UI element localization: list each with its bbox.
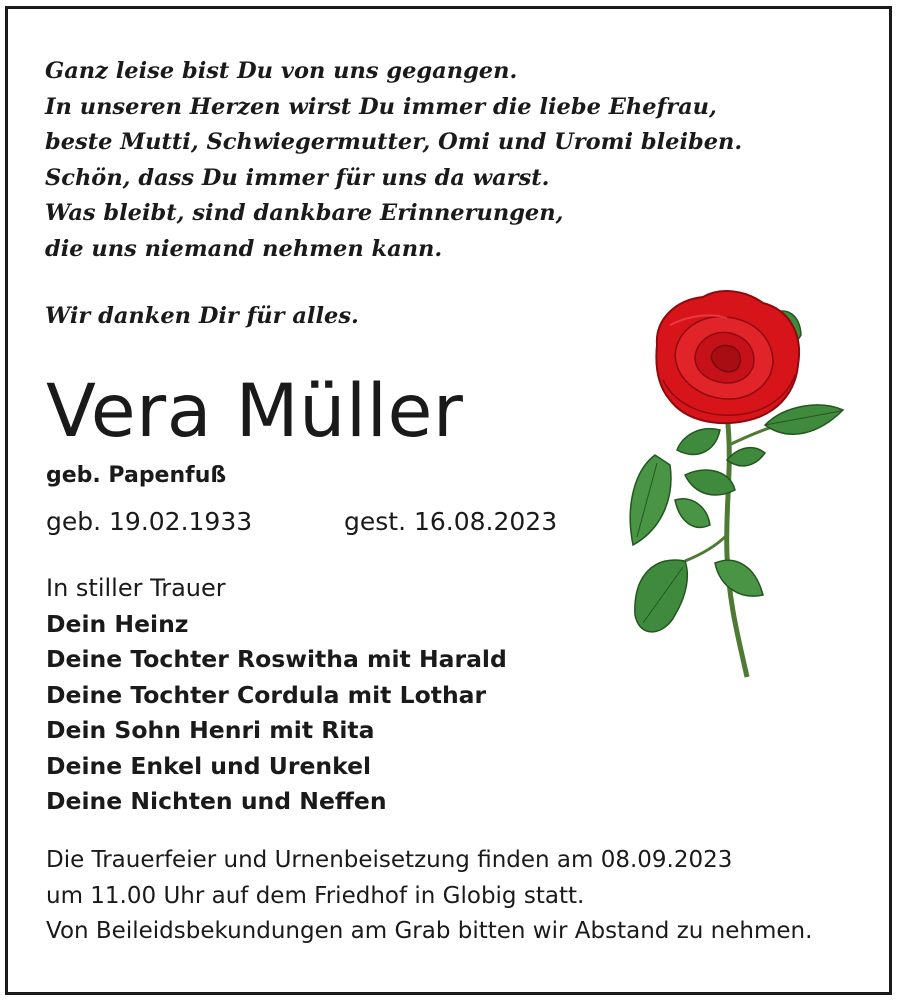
- funeral-notice: [46, 843, 812, 950]
- mourning-intro: In stiller Trauer: [46, 574, 226, 602]
- funeral-line: Von Beileidsbekundungen am Grab bitten wir Abstand zu nehmen.: [46, 918, 813, 944]
- maiden-name: geb. Papenfuß: [46, 463, 227, 488]
- mourner: Deine Tochter Cordula mit Lothar: [46, 680, 487, 709]
- mourner: Dein Heinz: [46, 609, 189, 638]
- mourners-list: [46, 571, 507, 820]
- poem: [45, 54, 742, 267]
- funeral-line: um 11.00 Uhr auf dem Friedhof in Globig statt.: [46, 882, 585, 909]
- mourner: Deine Tochter Roswitha mit Harald: [46, 645, 507, 673]
- mourner: Deine Nichten und Neffen: [46, 787, 387, 815]
- poem-line: In unseren Herzen wirst Du immer die liebe Ehefrau,: [45, 93, 717, 120]
- death-date: gest. 16.08.2023: [344, 507, 558, 536]
- mourner: Dein Sohn Henri mit Rita: [46, 716, 375, 744]
- red-rose-icon: [615, 285, 860, 685]
- deceased-name: Vera Müller: [46, 369, 464, 454]
- poem-line: Was bleibt, sind dankbare Erinnerungen,: [45, 200, 564, 226]
- poem-line: Schön, dass Du immer für uns da warst.: [45, 164, 550, 191]
- poem-line: Ganz leise bist Du von uns gegangen.: [45, 58, 518, 84]
- poem-line: beste Mutti, Schwiegermutter, Omi und Uromi bleiben.: [45, 129, 743, 155]
- birth-date: geb. 19.02.1933: [46, 507, 253, 536]
- mourner: Deine Enkel und Urenkel: [46, 751, 372, 780]
- thanks-line: Wir danken Dir für alles.: [45, 303, 359, 329]
- poem-line: die uns niemand nehmen kann.: [45, 235, 443, 262]
- funeral-line: Die Trauerfeier und Urnenbeisetzung finden am 08.09.2023: [46, 847, 733, 873]
